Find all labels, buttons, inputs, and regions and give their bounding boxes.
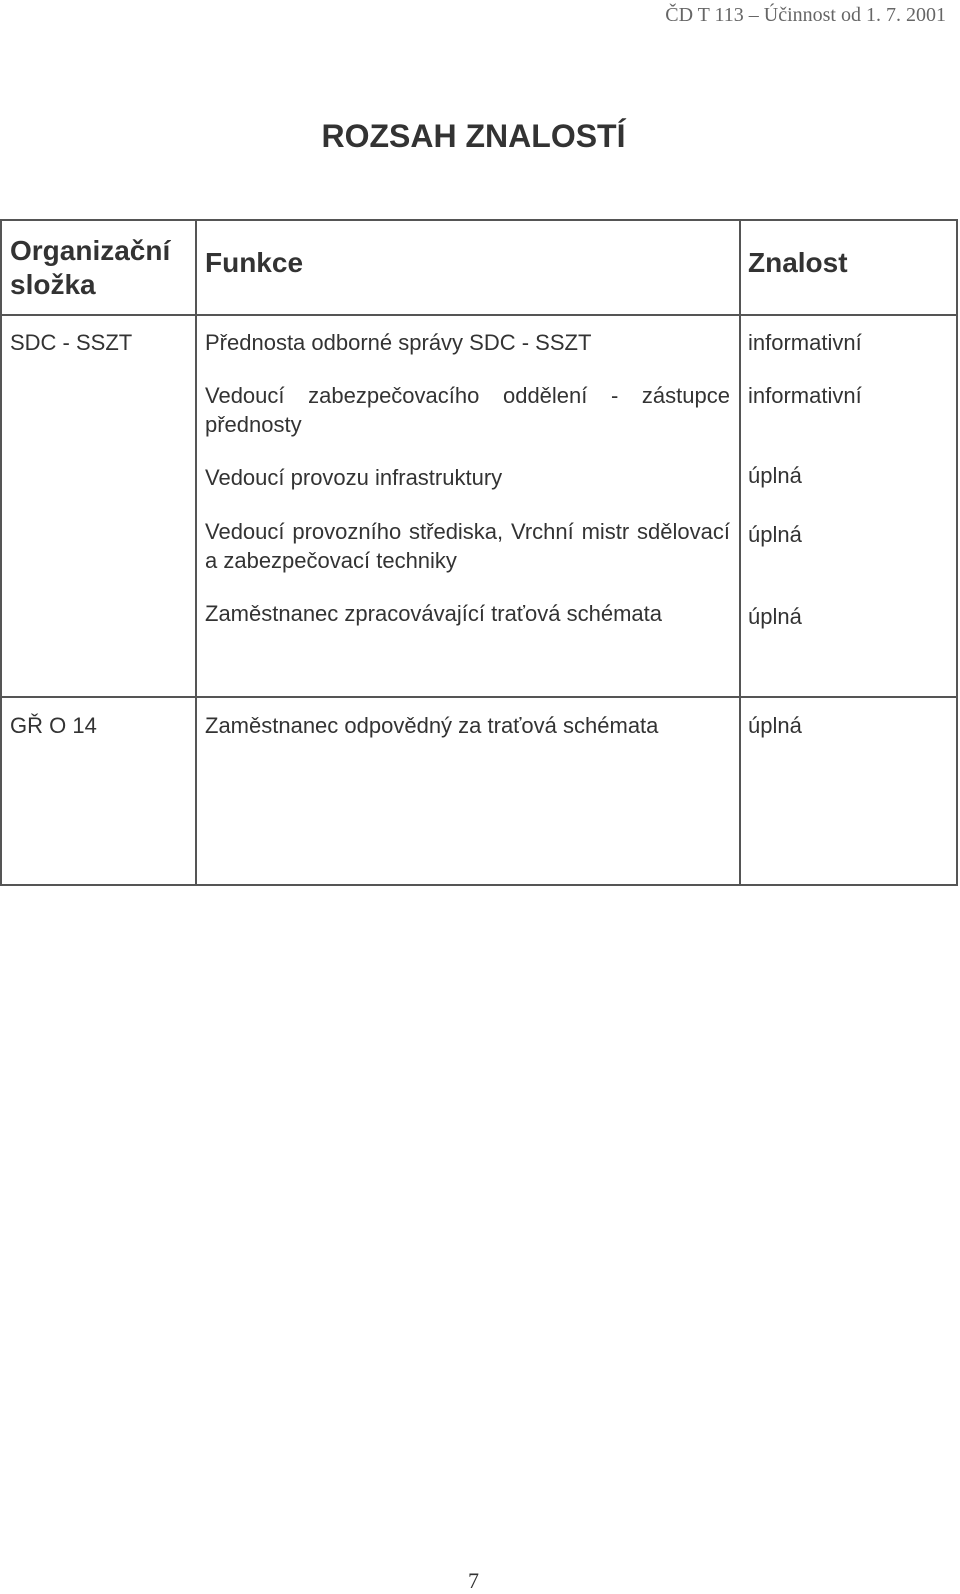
column-header-knowledge: Znalost bbox=[748, 247, 848, 278]
function-cell: Vedoucí provozu infrastruktury bbox=[205, 465, 503, 490]
table-border-bottom bbox=[0, 884, 958, 886]
knowledge-cell: úplná bbox=[748, 522, 802, 547]
document-header-note: ČD T 113 – Účinnost od 1. 7. 2001 bbox=[665, 4, 946, 26]
function-cell: Vedoucí zabezpečovacího oddělení - zástupce přednosty bbox=[205, 383, 730, 437]
table-border-top bbox=[0, 219, 958, 221]
page-title: ROZSAH ZNALOSTÍ bbox=[321, 118, 626, 154]
table-column-divider bbox=[739, 219, 741, 886]
function-cell: Zaměstnanec odpovědný za traťová schémata bbox=[205, 713, 659, 738]
column-header-function: Funkce bbox=[205, 247, 304, 278]
table-header-divider bbox=[0, 314, 958, 316]
function-cell: Přednosta odborné správy SDC - SSZT bbox=[205, 330, 592, 355]
knowledge-cell: úplná bbox=[748, 713, 802, 738]
table-group-divider bbox=[0, 696, 958, 698]
knowledge-cell: informativní bbox=[748, 330, 862, 355]
page-number: 7 bbox=[468, 1568, 479, 1593]
function-cell: Vedoucí provozního střediska, Vrchní mistr sdělovací a zabezpečovací techniky bbox=[205, 519, 730, 573]
function-cell: Zaměstnanec zpracovávající traťová schémata bbox=[205, 601, 663, 626]
column-header-org: Organizační složka bbox=[10, 235, 171, 300]
org-unit-cell: SDC - SSZT bbox=[10, 330, 133, 355]
knowledge-cell: informativní bbox=[748, 383, 862, 408]
knowledge-cell: úplná bbox=[748, 604, 802, 629]
table-border-left bbox=[0, 219, 2, 886]
knowledge-cell: úplná bbox=[748, 463, 802, 488]
table-border-right bbox=[956, 219, 958, 886]
table-column-divider bbox=[195, 219, 197, 886]
org-unit-cell: GŘ O 14 bbox=[10, 713, 97, 738]
